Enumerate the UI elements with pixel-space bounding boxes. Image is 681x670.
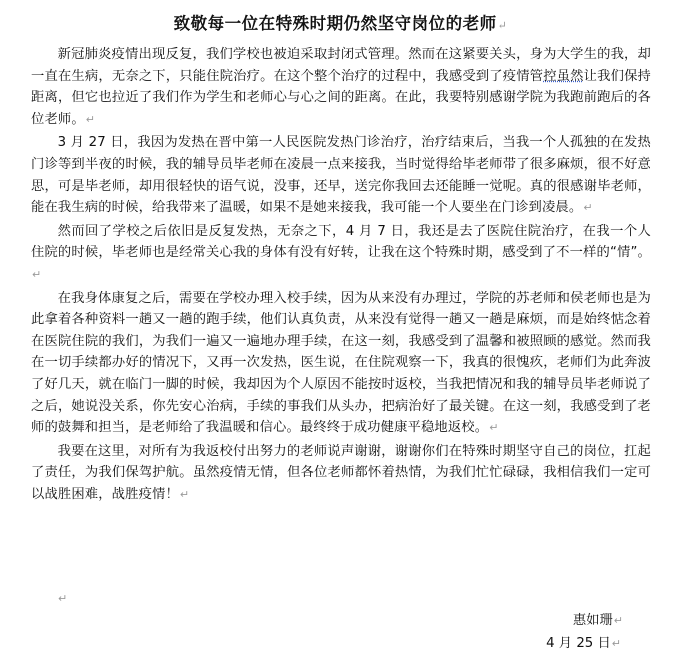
paragraph-mark-icon: ↵	[32, 267, 42, 281]
author-name: 惠如珊	[572, 613, 613, 628]
paragraph-mark-icon: ↵	[179, 487, 190, 501]
paragraph-3-text: 然而回了学校之后依旧是反复发热，无奈之下，4 月 7 日，我还是去了医院住院治疗，在我一个人住院的时候，毕老师也是经常关心我的身体有没有好转，让我在这个特殊时期，感受到了不一样的“情”。	[31, 223, 651, 261]
paragraph-2-text: 3 月 27 日，我因为发热在晋中第一人民医院发热门诊治疗，治疗结束后，当我一个人孤独的在发热门诊等到半夜的时候，我的辅导员毕老师在凌晨一点来接我，当时觉得给毕老师带了很多麻烦，很不好意思，可是毕老师，却用很轻快的语气说，没事，还早，送完你我回去还能睡一觉呢。真的很感谢毕老师，能在我生病的时候，给我带来了温暖，如果不是她来接我，我可能一个人要坐在门诊到凌晨。	[31, 135, 651, 216]
paragraph-1-text: 新冠肺炎疫情出现反复，我们学校也被迫采取封闭式管理。然而在这紧要关头，身为大学生的我，却一直在生病，无奈之下，只能住院治疗。在这个整个治疗的过程中，我感受到了疫情管	[31, 47, 651, 84]
paragraph-mark-icon: ↵	[489, 421, 499, 435]
paragraph-4-text: 在我身体康复之后，需要在学校办理入校手续，因为从来没有办理过，学院的苏老师和侯老师也是为此拿着各种资料一趟又一趟的跑手续，他们认真负责，从来没有觉得一趟又一趟是麻烦，而是始终惦念着在医院住院的我们，为我们一遍又一遍地办理手续，在这一刻，我感受到了温馨和被照顾的感觉。然而我在一切手续都办好的情况下，又再一次发热，医生说，在住院观察一下，我真的很愧疚，老师们为此奔波了好几天，就在临门一脚的时候，我却因为个人原因不能按时返校，当我把情况和我的辅导员毕老师说了之后，她说没关系，你先安心治病，手续的事我们从头办，把病治好了最关键。在这一刻，我感受到了老师的鼓舞和担当，是老师给了我温暖和信心。最终终于成功健康平稳地返校。	[31, 290, 651, 436]
paragraph-mark-icon: ↵	[611, 637, 621, 650]
paragraph-mark-icon: ↵	[85, 112, 96, 126]
paragraph-5-text: 我要在这里，对所有为我返校付出努力的老师说声谢谢，谢谢你们在特殊时期坚守自己的岗位，扛起了责任，为我们保驾护航。虽然疫情无情，但各位老师都怀着热情，为我们忙忙碌碌，我相信我们一定可以战胜困难，战胜疫情！	[31, 443, 651, 502]
paragraph-1	[31, 44, 651, 130]
paragraph-5	[31, 441, 651, 506]
paragraph-mark-icon: ↵	[583, 201, 593, 215]
spellcheck-underline-text: 控虽然	[543, 68, 584, 84]
paragraph-mark-icon: ↵	[613, 614, 623, 627]
document-title	[0, 10, 681, 40]
date-text: 4 月 25 日	[546, 636, 611, 651]
paragraph-1-text-end: 让我们保持距离，但它也拉近了我们作为学生和老师心与心之间的距离。在此，我要特别感谢学院为我跑前跑后的各位老师。	[31, 68, 652, 127]
author-signature	[573, 611, 623, 631]
paragraph-3	[31, 221, 651, 286]
title-text: 致敬每一位在特殊时期仍然坚守岗位的老师	[173, 14, 497, 33]
paragraph-4	[31, 288, 651, 439]
document-date	[546, 634, 621, 654]
document-body[interactable]	[31, 44, 651, 507]
empty-paragraph-mark-icon: ↵	[58, 592, 68, 605]
paragraph-mark-icon: ↵	[497, 19, 508, 32]
paragraph-2	[31, 132, 651, 218]
